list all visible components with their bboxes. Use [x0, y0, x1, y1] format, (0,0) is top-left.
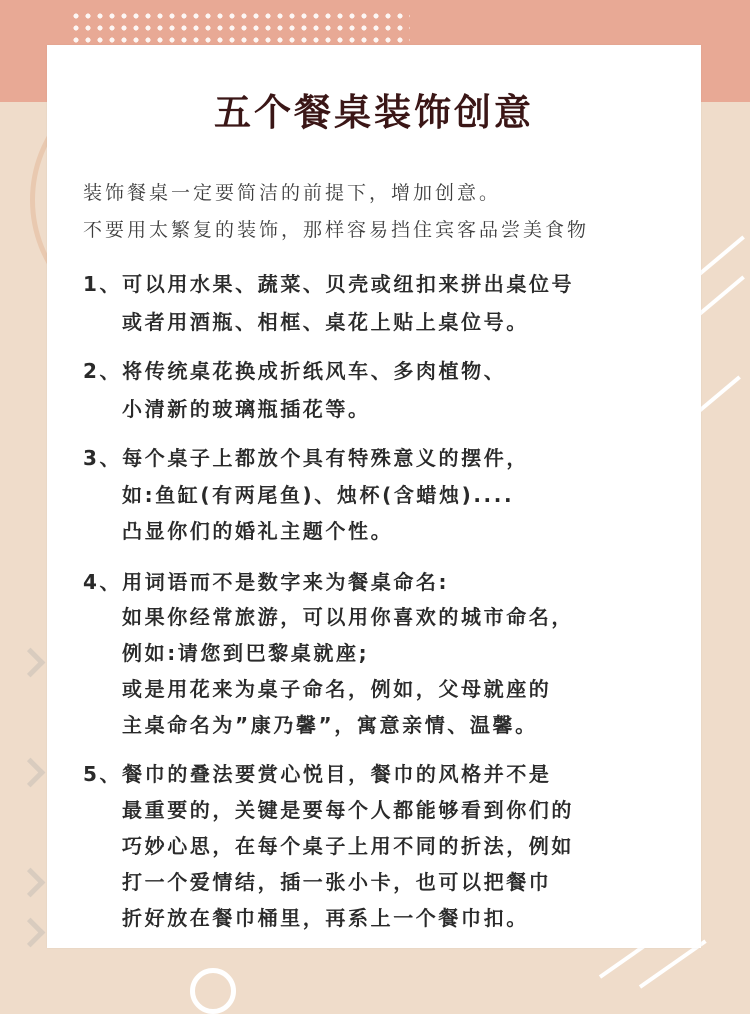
item-4-line-4: 或是用花来为桌子命名，例如，父母就座的 [122, 677, 552, 701]
dot-pattern [70, 10, 410, 46]
item-5-line-3: 巧妙心思，在每个桌子上用不同的折法，例如 [122, 834, 574, 858]
intro-line: 不要用太繁复的装饰，那样容易挡住宾客品尝美食物 [83, 219, 590, 241]
item-5-line-2: 最重要的，关键是要每个人都能够看到你们的 [122, 798, 574, 822]
item-4-line-3: 例如:请您到巴黎桌就座; [122, 641, 370, 665]
chevron-right-icon [16, 868, 46, 898]
item-5-line-1: 5、餐巾的叠法要赏心悦目，餐巾的风格并不是 [83, 762, 552, 786]
item-1-line-2: 或者用酒瓶、相框、桌花上贴上桌位号。 [122, 310, 529, 334]
intro-line: 装饰餐桌一定要简洁的前提下，增加创意。 [83, 182, 502, 204]
chevron-right-icon [16, 918, 46, 948]
item-3-line-3: 凸显你们的婚礼主题个性。 [122, 519, 394, 543]
item-2-line-1: 2、将传统桌花换成折纸风车、多肉植物、 [83, 359, 507, 383]
item-4-line-1: 4、用词语而不是数字来为餐桌命名: [83, 570, 450, 594]
chevron-right-icon [16, 648, 46, 678]
chevron-right-icon [16, 758, 46, 788]
item-4-line-5: 主桌命名为”康乃馨”，寓意亲情、温馨。 [122, 713, 538, 737]
item-5-line-5: 折好放在餐巾桶里，再系上一个餐巾扣。 [122, 906, 529, 930]
item-3-line-1: 3、每个桌子上都放个具有特殊意义的摆件， [83, 446, 529, 470]
item-2-line-2: 小清新的玻璃瓶插花等。 [122, 397, 371, 421]
item-4-line-2: 如果你经常旅游，可以用你喜欢的城市命名， [122, 605, 574, 629]
item-3-line-2: 如:鱼缸(有两尾鱼)、烛杯(含蜡烛).... [122, 483, 515, 507]
item-1-line-1: 1、可以用水果、蔬菜、贝壳或纽扣来拼出桌位号 [83, 272, 575, 296]
item-5-line-4: 打一个爱情结，插一张小卡，也可以把餐巾 [122, 870, 552, 894]
decorative-small-ring [190, 968, 236, 1014]
page-title: 五个餐桌装饰创意 [214, 91, 534, 134]
